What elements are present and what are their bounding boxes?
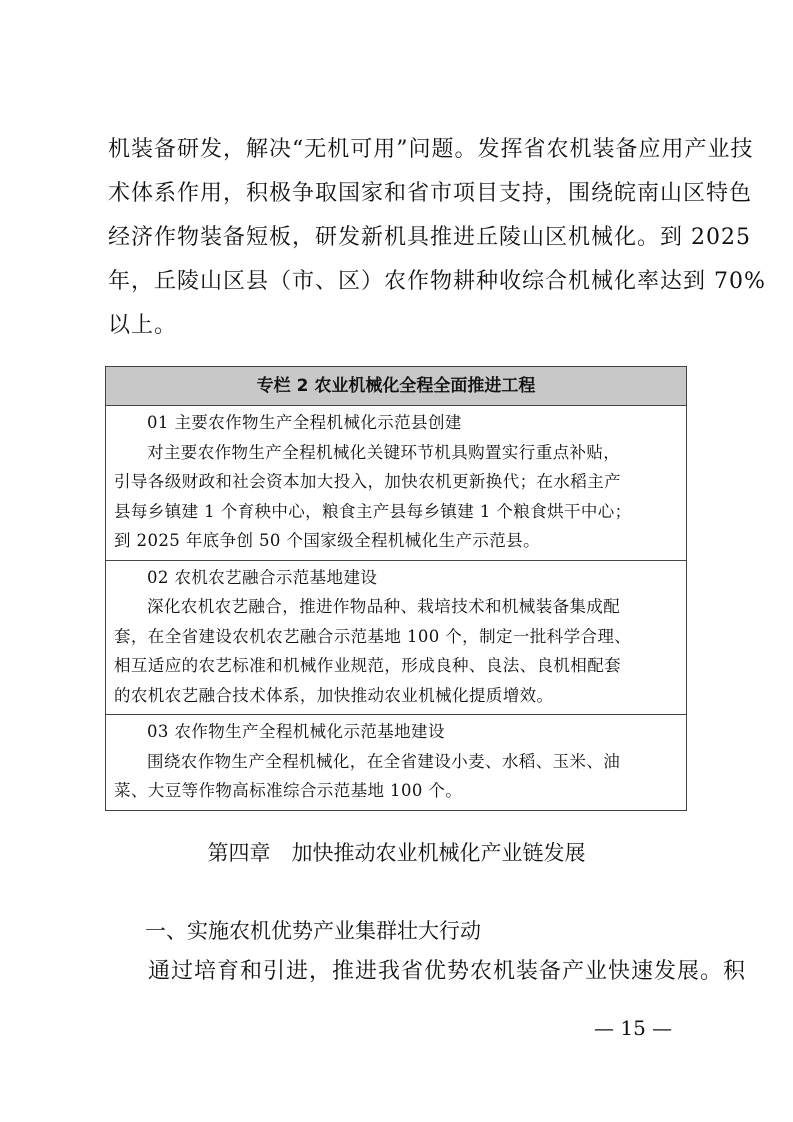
intro-line: 年，丘陵山区县（市、区）农作物耕种收综合机械化率达到 70% [108,269,766,294]
intro-paragraph [108,128,766,348]
section-line: 相互适应的农艺标准和机械作业规范，形成良种、良法、良机相配套 [114,656,621,675]
column-section-3 [106,715,686,810]
section-heading-1: 01 主要农作物生产全程机械化示范县创建 [147,413,462,432]
section-heading-2: 02 农机农艺融合示范基地建设 [147,567,378,587]
section-line: 对主要农作物生产全程机械化关键环节机具购置实行重点补贴， [147,442,621,462]
column-section-1 [106,406,686,561]
intro-line: 经济作物装备短板，研发新机具推进丘陵山区机械化。到 2025 [108,225,751,250]
column-box-title: 专栏 2 农业机械化全程全面推进工程 [106,367,686,406]
section-line: 围绕农作物生产全程机械化，在全省建设小麦、水稻、玉米、油 [147,751,621,771]
page-number: — 15 — [594,1016,673,1040]
section-line: 套，在全省建设农机农艺融合示范基地 100 个，制定一批科学合理、 [114,626,632,646]
intro-line: 以上。 [108,313,178,338]
body-paragraph: 通过培育和引进，推进我省优势农机装备产业快速发展。积 [148,959,747,984]
section-line: 深化农机农艺融合，推进作物品种、栽培技术和机械装备集成配 [147,597,621,616]
column-section-2 [106,561,686,716]
section-line: 到 2025 年底争创 50 个国家级全程机械化生产示范县。 [114,531,540,550]
section-line: 菜、大豆等作物高标准综合示范基地 100 个。 [114,781,463,800]
section-heading-3: 03 农作物生产全程机械化示范基地建设 [147,722,445,741]
chapter-title: 第四章 加快推动农业机械化产业链发展 [207,841,586,865]
section-line: 县每乡镇建 1 个育秧中心，粮食主产县每乡镇建 1 个粮食烘干中心； [114,501,632,521]
section-heading: 一、实施农机优势产业集群壮大行动 [145,919,481,943]
intro-line: 机装备研发，解决“无机可用”问题。发挥省农机装备应用产业技 [108,137,754,162]
section-line: 引导各级财政和社会资本加大投入，加快农机更新换代；在水稻主产 [114,472,621,491]
column-box [105,366,687,811]
section-line: 的农机农艺融合技术体系，加快推动农业机械化提质增效。 [114,685,554,705]
intro-line: 术体系作用，积极争取国家和省市项目支持，围绕皖南山区特色 [108,181,753,206]
